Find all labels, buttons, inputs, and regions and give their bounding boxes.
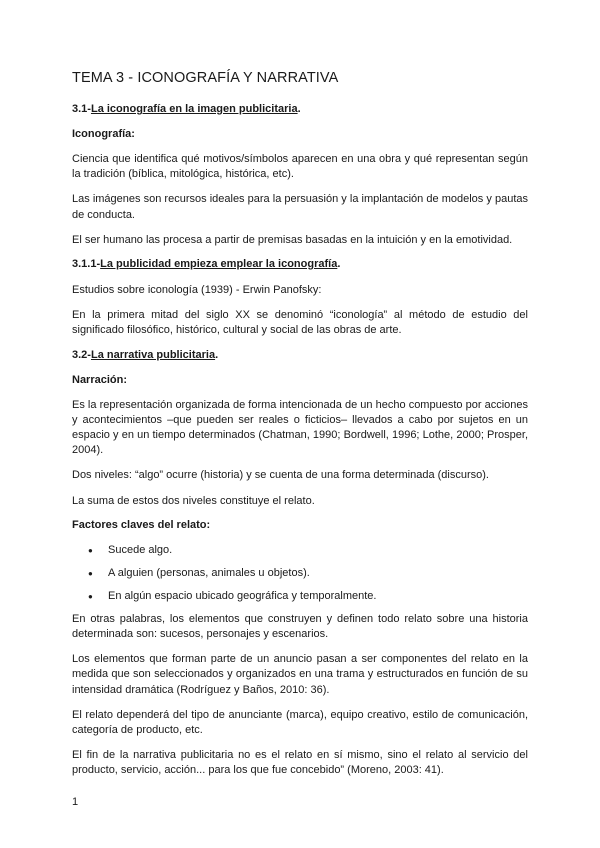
paragraph: La suma de estos dos niveles constituye el relato.	[72, 494, 315, 507]
paragraph: Los elementos que forman parte de un anuncio pasan a ser componentes del relato en la medida que son seleccionados y organizados en una trama y estructurados en función de su intensidad dramática (Rodríguez y Baños, 2010: 36).	[72, 653, 528, 696]
paragraph: Las imágenes son recursos ideales para la persuasión y la implantación de modelos y pautas de conducta.	[72, 193, 528, 221]
document-title: TEMA 3 - ICONOGRAFÍA Y NARRATIVA	[72, 70, 339, 86]
list-item: ● En algún espacio ubicado geográfica y temporalmente.	[72, 589, 528, 604]
list-item: ● A alguien (personas, animales u objetos).	[72, 566, 528, 581]
section-end: .	[297, 103, 301, 115]
section-3-1-1-heading	[72, 258, 528, 270]
paragraph: En la primera mitad del siglo XX se denominó “iconología” al método de estudio del significado filosófico, histórico, cultural y social de las obras de arte.	[72, 309, 528, 337]
section-number: 3.2-	[72, 348, 91, 361]
section-3-1-heading	[72, 103, 528, 115]
paragraph: Ciencia que identifica qué motivos/símbolos aparecen en una obra y qué representan según la tradición (bíblica, mitológica, histórica, etc).	[72, 153, 528, 181]
page-number: 1	[72, 796, 79, 808]
section-title: La publicidad empieza emplear la iconografía	[100, 258, 338, 271]
paragraph: El relato dependerá del tipo de anunciante (marca), equipo creativo, estilo de comunicación, categoría de producto, etc.	[72, 708, 528, 737]
section-title: La iconografía en la imagen publicitaria	[90, 103, 298, 115]
iconografia-label: Iconografía:	[72, 128, 135, 140]
paragraph: El fin de la narrativa publicitaria no es el relato en sí mismo, sino el relato al servicio del producto, servicio, acción... para los que fue concebido” (Moreno, 2003: 41).	[72, 749, 528, 777]
paragraph: El ser humano las procesa a partir de premisas basadas en la intuición y en la emotividad.	[72, 233, 513, 246]
section-3-2-heading	[72, 349, 528, 361]
document-page	[72, 70, 528, 789]
section-title: La narrativa publicitaria	[90, 348, 216, 361]
paragraph: Es la representación organizada de forma intencionada de un hecho compuesto por acciones y acontecimientos –que pueden ser reales o ficticios– llevados a cabo por sujetos en un espacio y en un tiempo determinados (Chatman, 1990; Bordwell, 1996; Lothe, 2000; Prosper, 2004).	[72, 398, 528, 457]
section-end: .	[215, 348, 219, 361]
factores-list	[72, 543, 528, 604]
section-number: 3.1.1-	[72, 258, 101, 271]
list-item: ● Sucede algo.	[72, 543, 528, 558]
paragraph: En otras palabras, los elementos que construyen y definen todo relato sobre una historia determinada son: sucesos, personajes y escenarios.	[72, 612, 528, 641]
factores-label: Factores claves del relato:	[72, 518, 211, 531]
paragraph: Dos niveles: “algo” ocurre (historia) y se cuenta de una forma determinada (discurso).	[72, 469, 489, 482]
section-number: 3.1-	[72, 103, 91, 115]
paragraph: Estudios sobre iconología (1939) - Erwin Panofsky:	[72, 284, 322, 297]
section-end: .	[337, 258, 341, 271]
narracion-label: Narración:	[72, 373, 128, 386]
